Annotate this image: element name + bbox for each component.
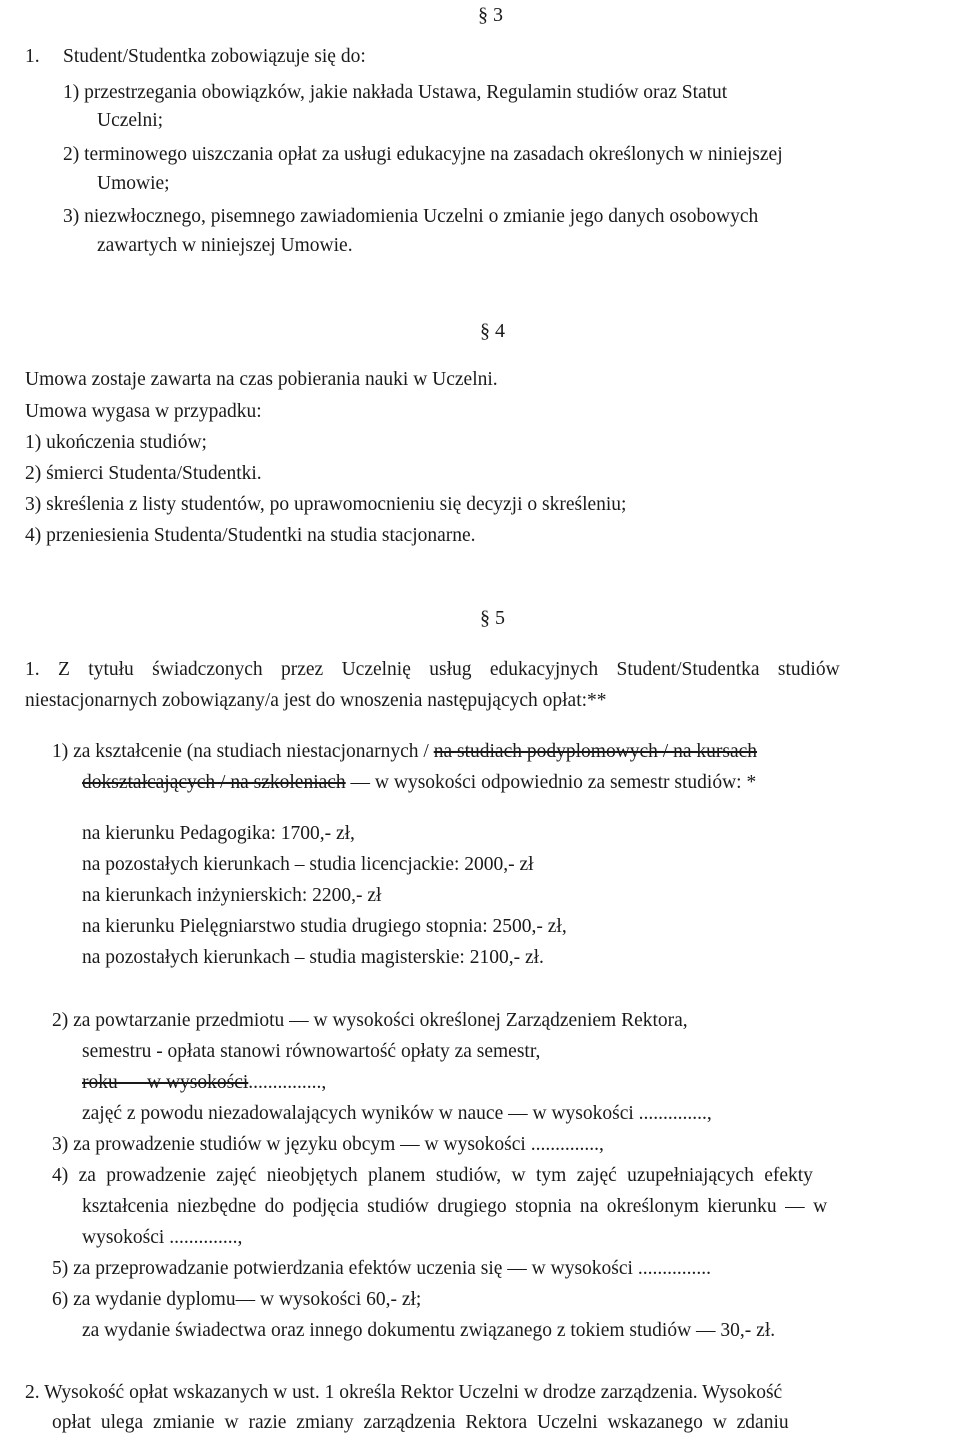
- fee-item-2-line-4: zajęć z powodu niezadowalających wyników w nauce — w wysokości ..............,: [82, 1103, 712, 1124]
- section-3-marker: § 3: [478, 4, 503, 26]
- fee-item-6-line-2: za wydanie świadectwa oraz innego dokumentu związanego z tokiem studiów — 30,- zł.: [82, 1320, 776, 1341]
- fees-intro-line-1: 1. Z tytułu świadczonych przez Uczelnię usług edukacyjnych Student/Studentka studiów: [25, 659, 840, 680]
- fee-inzynierskie: na kierunkach inżynierskich: 2200,- zł: [82, 885, 382, 906]
- obligation-3-line-2: zawartych w niniejszej Umowie.: [97, 235, 353, 256]
- struck-text: roku — w wysokości: [82, 1072, 249, 1093]
- expiry-reason-3: 3) skreślenia z listy studentów, po uprawomocnieniu się decyzji o skreśleniu;: [25, 494, 627, 515]
- fee-item-4-line-1: 4) za prowadzenie zajęć nieobjętych planem studiów, w tym zajęć uzupełniających efekty: [52, 1165, 813, 1186]
- contract-expiry-heading: Umowa wygasa w przypadku:: [25, 401, 262, 422]
- fee-item-4-line-2: kształcenia niezbędne do podjęcia studiów drugiego stopnia na określonym kierunku — w: [82, 1196, 828, 1217]
- expiry-reason-2: 2) śmierci Studenta/Studentki.: [25, 463, 262, 484]
- fee-item-5: 5) za przeprowadzanie potwierdzania efektów uczenia się — w wysokości ...............: [52, 1258, 711, 1279]
- fees-intro-line-2: niestacjonarnych zobowiązany/a jest do wnoszenia następujących opłat:**: [25, 690, 607, 711]
- fee-item-2-line-2: semestru - opłata stanowi równowartość opłaty za semestr,: [82, 1041, 541, 1062]
- item-1-number: 1.: [25, 46, 40, 67]
- item-1-text: Student/Studentka zobowiązuje się do:: [63, 46, 366, 67]
- expiry-reason-1: 1) ukończenia studiów;: [25, 432, 207, 453]
- fee-item-2-line-1: 2) za powtarzanie przedmiotu — w wysokości określonej Zarządzeniem Rektora,: [52, 1010, 688, 1031]
- fee-item-6-line-1: 6) za wydanie dyplomu— w wysokości 60,- zł;: [52, 1289, 422, 1310]
- fee-pedagogika: na kierunku Pedagogika: 1700,- zł,: [82, 823, 355, 844]
- fee-magisterskie: na pozostałych kierunkach – studia magisterskie: 2100,- zł.: [82, 947, 544, 968]
- obligation-2-line-1: 2) terminowego uiszczania opłat za usługi edukacyjne na zasadach określonych w niniejszej: [63, 144, 783, 165]
- struck-text: dokształcających / na szkoleniach: [82, 772, 346, 793]
- section-5-marker: § 5: [480, 607, 505, 629]
- fee-pielegniarstwo: na kierunku Pielęgniarstwo studia drugiego stopnia: 2500,- zł,: [82, 916, 567, 937]
- contract-term: Umowa zostaje zawarta na czas pobierania nauki w Uczelni.: [25, 369, 498, 390]
- paragraph-2-line-2: opłat ulega zmianie w razie zmiany zarządzenia Rektora Uczelni wskazanego w zdaniu: [52, 1412, 789, 1433]
- struck-text: na studiach podyplomowych / na kursach: [433, 741, 758, 762]
- obligation-2-line-2: Umowie;: [97, 173, 170, 194]
- fee-item-2-line-3: roku — w wysokości...............,: [82, 1072, 327, 1093]
- obligation-1-line-2: Uczelni;: [97, 110, 164, 131]
- fee-item-3: 3) za prowadzenie studiów w języku obcym — w wysokości ..............,: [52, 1134, 604, 1155]
- fee-item-4-line-3: wysokości ..............,: [82, 1227, 243, 1248]
- paragraph-2-line-1: 2. Wysokość opłat wskazanych w ust. 1 określa Rektor Uczelni w drodze zarządzenia. Wysokość: [25, 1382, 783, 1403]
- section-4-marker: § 4: [480, 320, 505, 342]
- fee-item-1-line-1: 1) za kształcenie (na studiach niestacjonarnych / na studiach podyplomowych / na kursach: [52, 741, 758, 762]
- obligation-3-line-1: 3) niezwłocznego, pisemnego zawiadomienia Uczelni o zmianie jego danych osobowych: [63, 206, 759, 227]
- fee-licencjackie: na pozostałych kierunkach – studia licencjackie: 2000,- zł: [82, 854, 534, 875]
- obligation-1-line-1: 1) przestrzegania obowiązków, jakie nakłada Ustawa, Regulamin studiów oraz Statut: [63, 82, 728, 103]
- expiry-reason-4: 4) przeniesienia Studenta/Studentki na studia stacjonarne.: [25, 525, 476, 546]
- fee-item-1-line-2: dokształcających / na szkoleniach — w wysokości odpowiednio za semestr studiów: *: [82, 772, 757, 793]
